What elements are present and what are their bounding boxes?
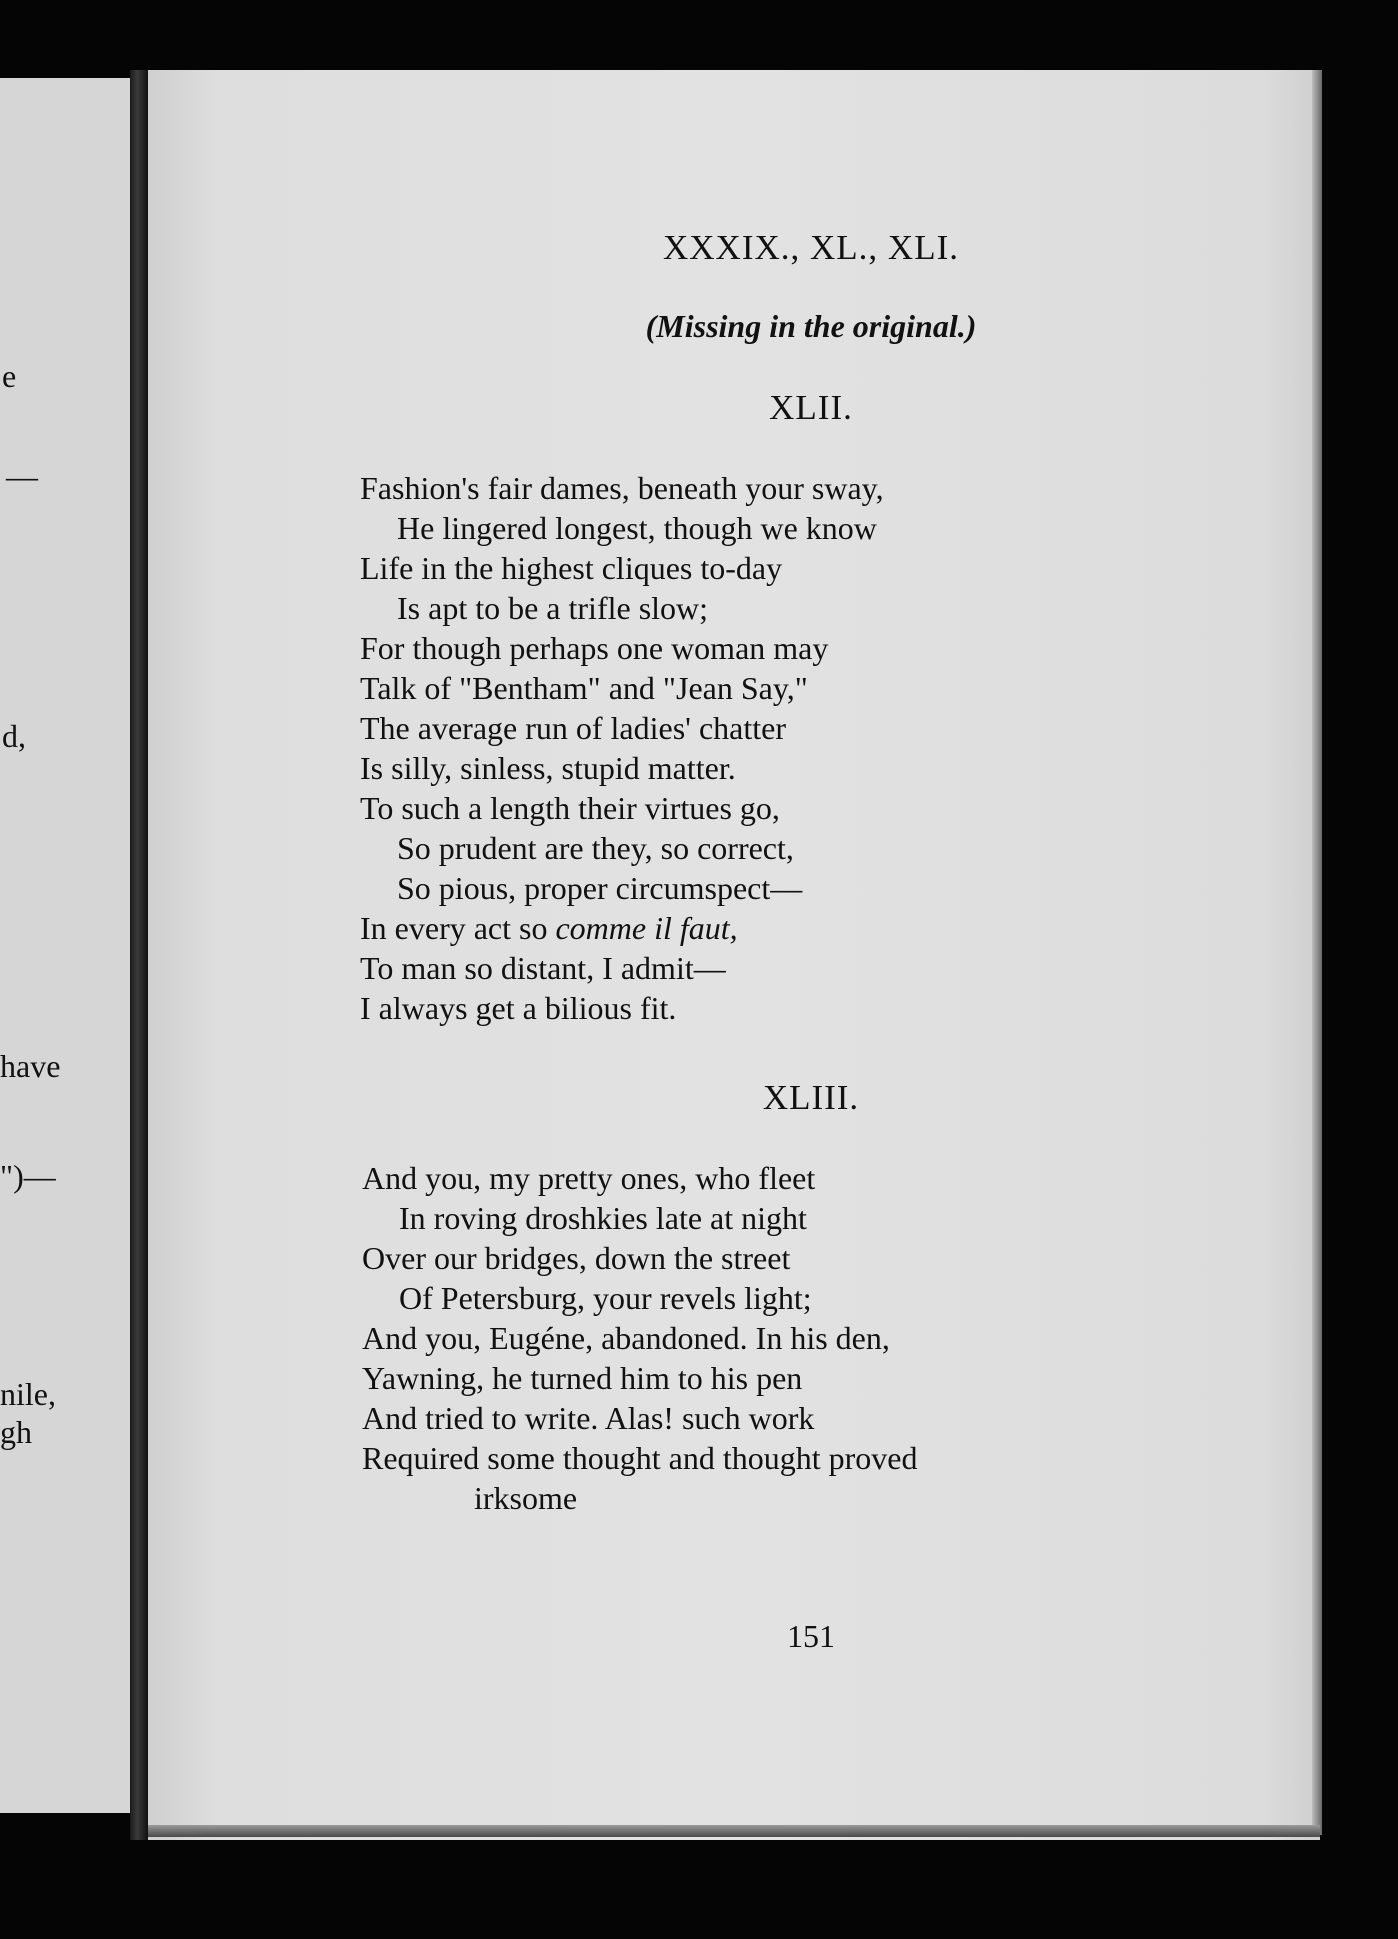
- verse-line: I always get a bilious fit.: [360, 990, 677, 1026]
- verse-line: Is silly, sinless, stupid matter.: [360, 750, 736, 786]
- verse-line: The average run of ladies' chatter: [360, 710, 786, 746]
- editorial-note: (Missing in the original.): [645, 308, 977, 344]
- verse-line: And tried to write. Alas! such work: [362, 1400, 815, 1436]
- facing-page-fragment: —: [6, 458, 38, 494]
- verse-line: Yawning, he turned him to his pen: [362, 1360, 803, 1396]
- verse-line: For though perhaps one woman may: [360, 630, 829, 666]
- book-gutter: [130, 70, 148, 1840]
- verse-line: So prudent are they, so correct,: [397, 830, 794, 866]
- verse-line: Is apt to be a trifle slow;: [397, 590, 709, 626]
- stanza-heading: XLII.: [769, 388, 853, 427]
- stanza-heading: XLIII.: [762, 1078, 860, 1117]
- facing-page-fragment: e: [2, 358, 17, 394]
- verse-line: Fashion's fair dames, beneath your sway,: [360, 470, 884, 506]
- verse-line: Over our bridges, down the street: [362, 1240, 791, 1276]
- verse-line: Talk of "Bentham" and "Jean Say,": [360, 670, 808, 706]
- section-heading: XXXIX., XL., XLI.: [663, 228, 959, 267]
- facing-page-fragment: ")—: [0, 1158, 56, 1194]
- verse-line: To such a length their virtues go,: [360, 790, 780, 826]
- page-number: 151: [787, 1618, 835, 1654]
- facing-page-fragment: gh: [0, 1414, 32, 1450]
- verse-italic-text: comme il faut,: [555, 910, 738, 946]
- page-edge-bottom: [148, 1825, 1320, 1837]
- verse-line: Of Petersburg, your revels light;: [399, 1280, 812, 1316]
- verse-line: [360, 908, 738, 948]
- verse-line: And you, Eugéne, abandoned. In his den,: [362, 1320, 890, 1356]
- verse-line: So pious, proper circumspect—: [397, 870, 803, 906]
- verse-line: Required some thought and thought proved: [362, 1440, 918, 1476]
- facing-page-fragment: d,: [2, 718, 26, 754]
- verse-line: He lingered longest, though we know: [397, 510, 877, 546]
- verse-line: And you, my pretty ones, who fleet: [362, 1160, 816, 1196]
- book-page: [148, 70, 1320, 1840]
- verse-line: To man so distant, I admit—: [360, 950, 726, 986]
- facing-page: [0, 78, 130, 1813]
- facing-page-fragment: have: [0, 1048, 61, 1084]
- verse-line: irksome: [474, 1480, 578, 1516]
- verse-line: Life in the highest cliques to-day: [360, 550, 783, 586]
- facing-page-fragment: nile,: [0, 1376, 56, 1412]
- page-edge-right: [1312, 70, 1322, 1835]
- verse-line: In roving droshkies late at night: [399, 1200, 807, 1236]
- verse-text: In every act so: [360, 910, 548, 946]
- page-text: [148, 70, 1320, 1840]
